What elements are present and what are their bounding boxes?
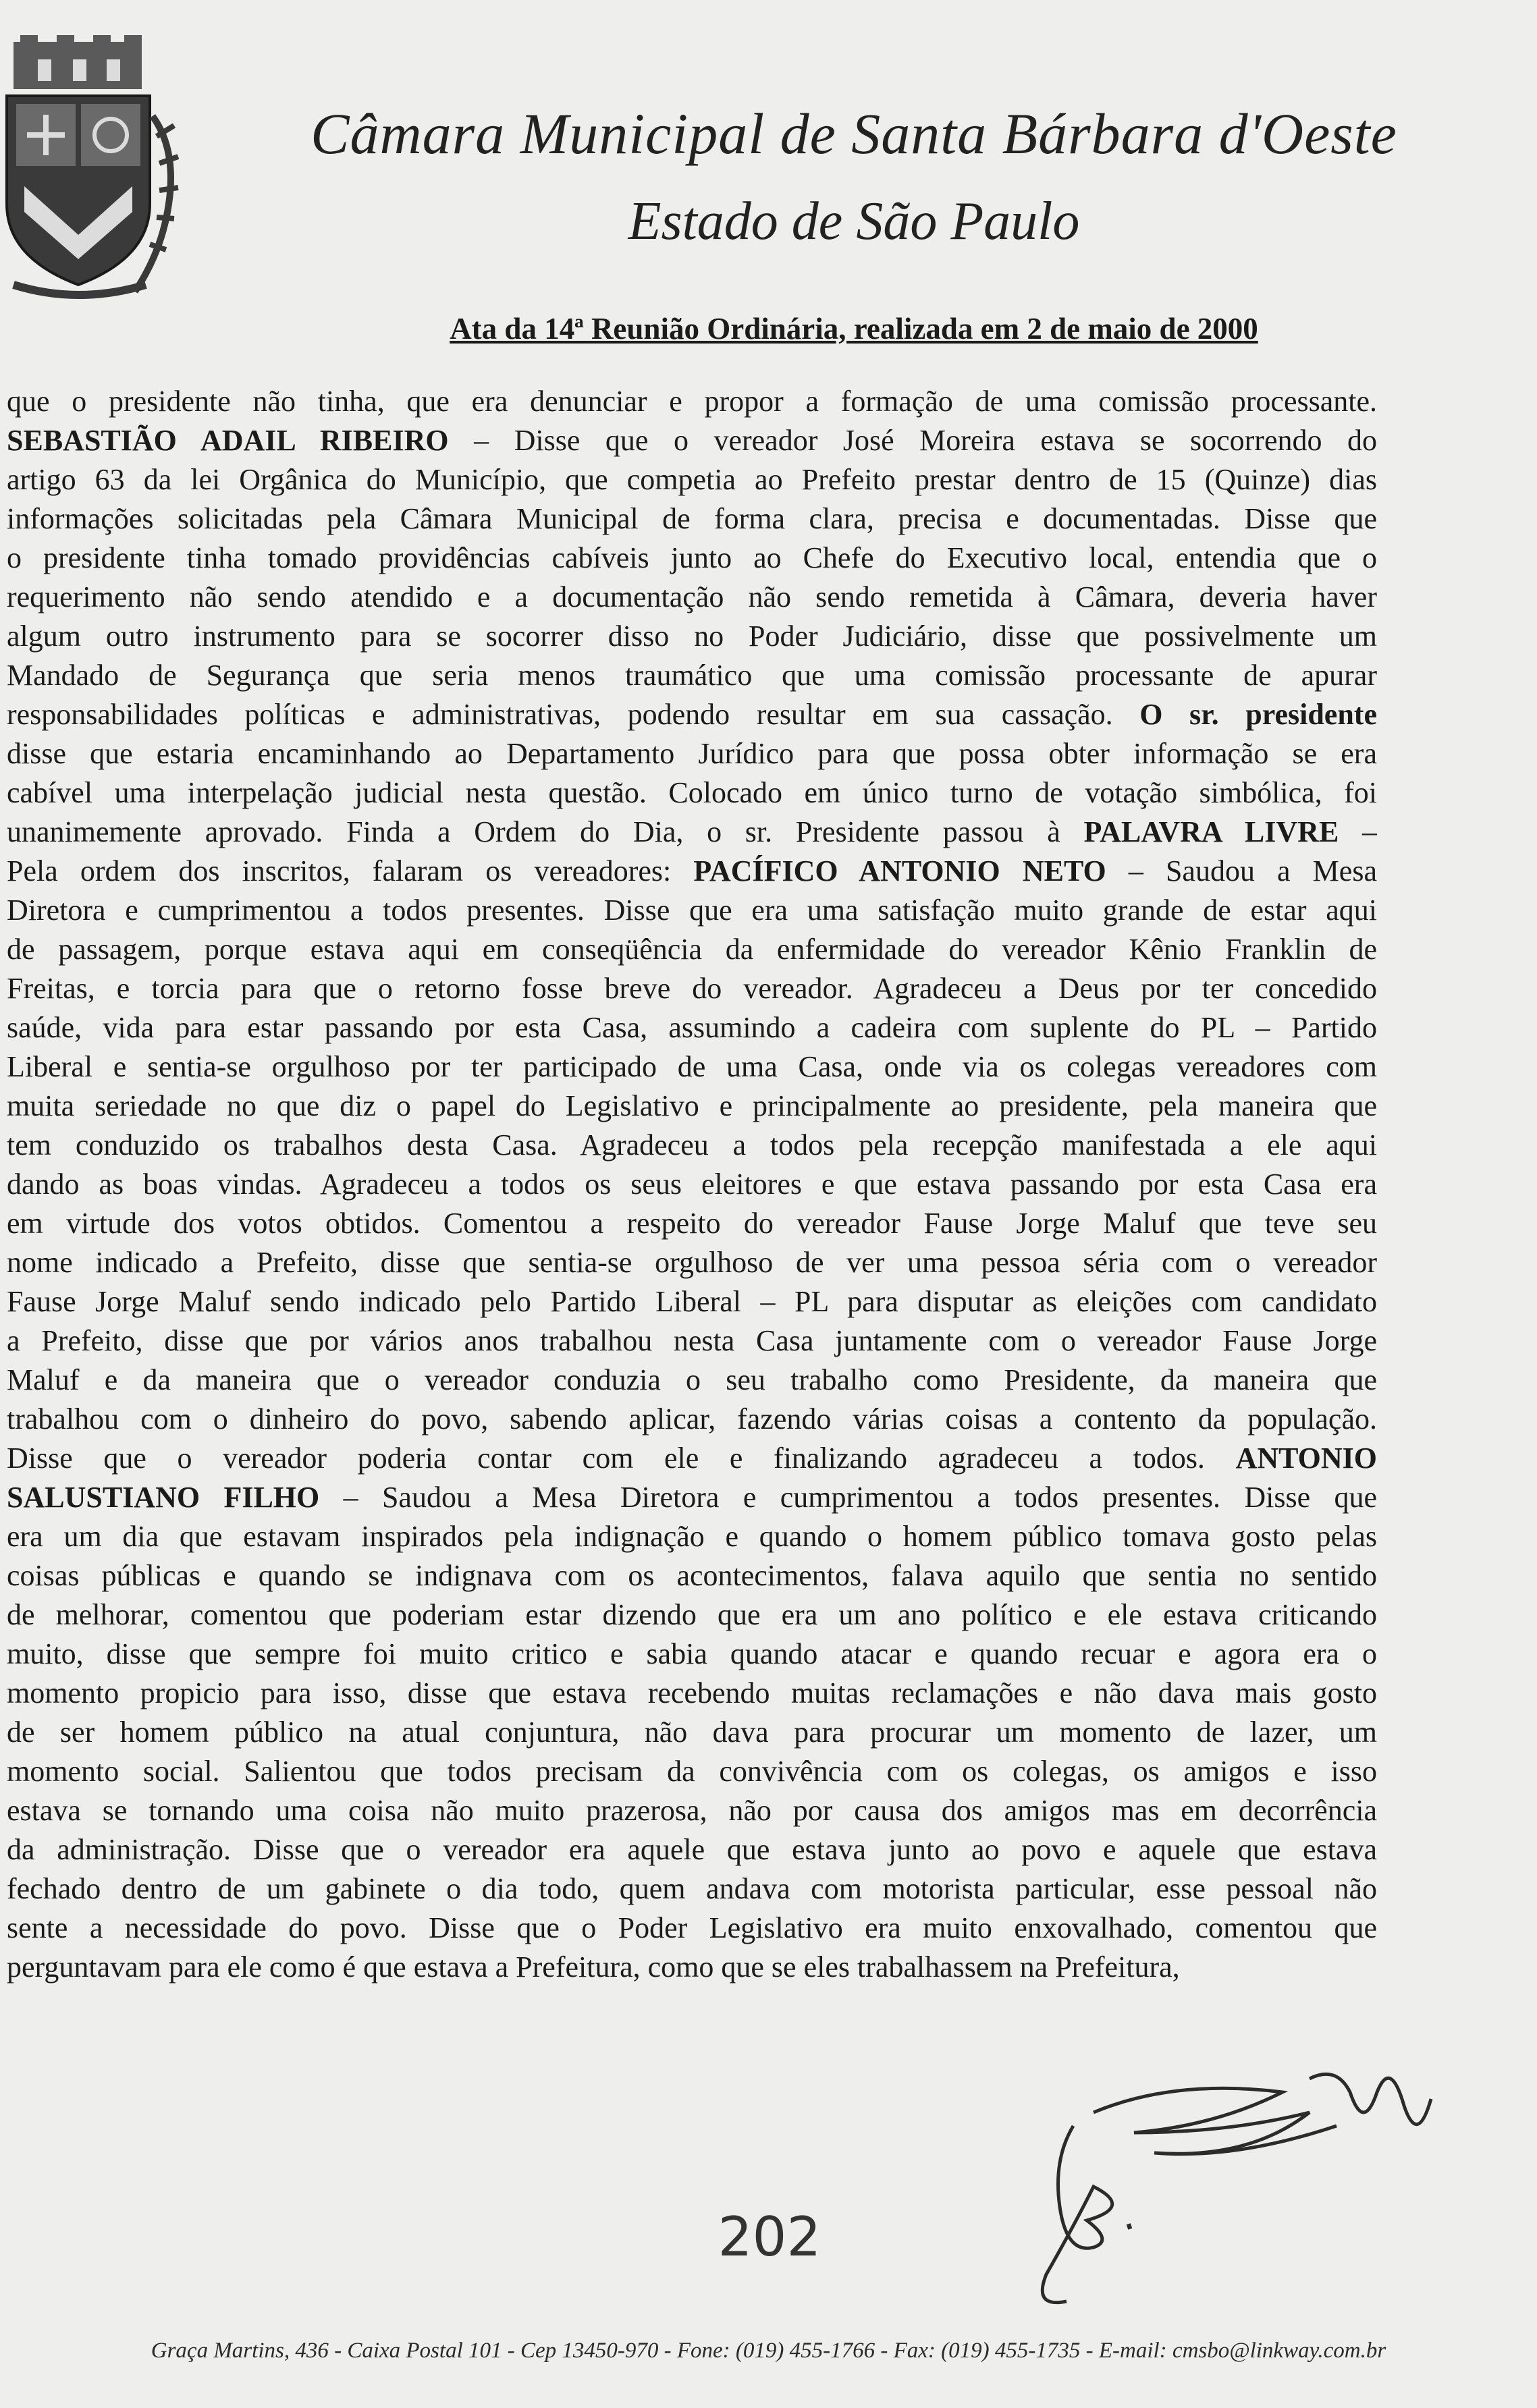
line-text: Maluf e da maneira que o vereador conduzia o seu trabalho como Presidente, da maneira que: [7, 1363, 1377, 1396]
text-line: [7, 1204, 1377, 1243]
line-text: perguntavam para ele como é que estava a Prefeitura, como que se eles trabalhassem na Prefeitura,: [7, 1950, 1180, 1983]
text-line: [7, 1909, 1377, 1948]
text-line: [7, 1674, 1377, 1713]
line-text: Pela ordem dos inscritos, falaram os vereadores:: [7, 854, 694, 887]
line-text: algum outro instrumento para se socorrer disso no Poder Judiciário, disse que possivelmente um: [7, 620, 1377, 653]
text-line: [7, 1400, 1377, 1439]
text-line: [7, 1517, 1377, 1556]
line-text: dando as boas vindas. Agradeceu a todos os seus eleitores e que estava passando por esta Casa era: [7, 1168, 1377, 1201]
text-line: [7, 969, 1377, 1008]
line-text: saúde, vida para estar passando por esta Casa, assumindo a cadeira com suplente do PL – Partido: [7, 1011, 1377, 1044]
line-text: Mandado de Segurança que seria menos traumático que uma comissão processante de apurar: [7, 659, 1377, 692]
text-line: [7, 1869, 1377, 1909]
text-line: [7, 1948, 1377, 1987]
text-line: [7, 1361, 1377, 1400]
text-line: [7, 1321, 1377, 1361]
line-text: responsabilidades políticas e administrativas, podendo resultar em sua cassação.: [7, 698, 1140, 731]
text-line: [7, 1713, 1377, 1752]
line-text: – Saudou a Mesa: [1106, 854, 1377, 887]
text-line: [7, 1635, 1377, 1674]
line-text: Fause Jorge Maluf sendo indicado pelo Partido Liberal – PL para disputar as eleições com candidato: [7, 1285, 1377, 1318]
text-line: [7, 1087, 1377, 1126]
letterhead-footer: Graça Martins, 436 - Caixa Postal 101 - Cep 13450-970 - Fone: (019) 455-1766 - Fax: (019) 455-1735 - E-mail: cmsbo@linkway.com.br: [151, 2338, 1386, 2363]
line-text: coisas públicas e quando se indignava com os acontecimentos, falava aquilo que sentia no sentido: [7, 1559, 1377, 1592]
institution-name: Câmara Municipal de Santa Bárbara d'Oeste: [311, 101, 1397, 166]
text-line: [7, 617, 1377, 656]
line-text: disse que estaria encaminhando ao Departamento Jurídico para que possa obter informação se era: [7, 737, 1377, 770]
line-text: unanimemente aprovado. Finda a Ordem do Dia, o sr. Presidente passou à: [7, 815, 1084, 848]
bold-speaker-name: O sr. presidente: [1139, 698, 1377, 731]
page-number: 202: [718, 2206, 821, 2268]
line-text: muita seriedade no que diz o papel do Legislativo e principalmente ao presidente, pela maneira que: [7, 1089, 1377, 1122]
text-line: [7, 1126, 1377, 1165]
line-text: fechado dentro de um gabinete o dia todo, quem andava com motorista particular, esse pessoal não: [7, 1872, 1377, 1905]
line-text: informações solicitadas pela Câmara Municipal de forma clara, precisa e documentadas. Disse que: [7, 502, 1377, 535]
line-text: momento propicio para isso, disse que estava recebendo muitas reclamações e não dava mais gosto: [7, 1676, 1377, 1709]
line-text: que o presidente não tinha, que era denunciar e propor a formação de uma comissão processante.: [7, 385, 1377, 418]
line-text: o presidente tinha tomado providências cabíveis junto ao Chefe do Executivo local, entendia que o: [7, 541, 1377, 574]
line-text: nome indicado a Prefeito, disse que sentia-se orgulhoso de ver uma pessoa séria com o vereador: [7, 1246, 1377, 1279]
bold-speaker-name: ANTONIO: [1235, 1442, 1377, 1475]
text-line: [7, 499, 1377, 539]
bold-speaker-name: SALUSTIANO FILHO: [7, 1481, 320, 1514]
text-line: [7, 891, 1377, 930]
text-line: [7, 1478, 1377, 1517]
line-text: trabalhou com o dinheiro do povo, sabendo aplicar, fazendo várias coisas a contento da população.: [7, 1402, 1377, 1435]
line-text: Liberal e sentia-se orgulhoso por ter participado de uma Casa, onde via os colegas vereadores com: [7, 1050, 1377, 1083]
bold-speaker-name: SEBASTIÃO ADAIL RIBEIRO: [7, 424, 449, 457]
text-line: [7, 1008, 1377, 1047]
bold-speaker-name: PACÍFICO ANTONIO NETO: [693, 854, 1106, 887]
text-line: [7, 382, 1377, 421]
text-line: [7, 852, 1377, 891]
text-line: [7, 1243, 1377, 1282]
municipal-coat-of-arms-icon: [0, 35, 182, 302]
line-text: Freitas, e torcia para que o retorno fosse breve do vereador. Agradeceu a Deus por ter concedido: [7, 972, 1377, 1005]
text-line: [7, 460, 1377, 499]
line-text: de melhorar, comentou que poderiam estar dizendo que era um ano político e ele estava criticando: [7, 1598, 1377, 1631]
text-line: [7, 1282, 1377, 1321]
line-text: – Disse que o vereador José Moreira estava se socorrendo do: [448, 424, 1377, 457]
text-line: [7, 734, 1377, 773]
text-line: [7, 1752, 1377, 1791]
text-line: [7, 1047, 1377, 1087]
text-line: [7, 1439, 1377, 1478]
text-line: [7, 695, 1377, 734]
line-text: momento social. Salientou que todos precisam da convivência com os colegas, os amigos e isso: [7, 1755, 1377, 1788]
text-line: [7, 930, 1377, 969]
line-text: de ser homem público na atual conjuntura, não dava para procurar um momento de lazer, um: [7, 1716, 1377, 1749]
text-line: [7, 578, 1377, 617]
line-text: em virtude dos votos obtidos. Comentou a respeito do vereador Fause Jorge Maluf que teve seu: [7, 1207, 1377, 1240]
text-line: [7, 1830, 1377, 1869]
text-line: [7, 1595, 1377, 1635]
line-text: sente a necessidade do povo. Disse que o Poder Legislativo era muito enxovalhado, comentou que: [7, 1911, 1377, 1944]
minutes-title: Ata da 14ª Reunião Ordinária, realizada em 2 de maio de 2000: [450, 312, 1258, 346]
handwritten-signatures: [932, 2052, 1485, 2308]
line-text: de passagem, porque estava aqui em conseqüência da enfermidade do vereador Kênio Franklin de: [7, 933, 1377, 966]
line-text: da administração. Disse que o vereador era aquele que estava junto ao povo e aquele que estava: [7, 1833, 1377, 1866]
line-text: – Saudou a Mesa Diretora e cumprimentou a todos presentes. Disse que: [319, 1481, 1377, 1514]
line-text: era um dia que estavam inspirados pela indignação e quando o homem público tomava gosto pelas: [7, 1520, 1377, 1553]
line-text: tem conduzido os trabalhos desta Casa. Agradeceu a todos pela recepção manifestada a ele aqui: [7, 1128, 1377, 1161]
state-name: Estado de São Paulo: [628, 192, 1080, 251]
line-text: estava se tornando uma coisa não muito prazerosa, não por causa dos amigos mas em decorrência: [7, 1794, 1377, 1827]
line-text: cabível uma interpelação judicial nesta questão. Colocado em único turno de votação simbólica, foi: [7, 776, 1377, 809]
bold-speaker-name: PALAVRA LIVRE: [1083, 815, 1339, 848]
text-line: [7, 656, 1377, 695]
text-line: [7, 1556, 1377, 1595]
line-text: a Prefeito, disse que por vários anos trabalhou nesta Casa juntamente com o vereador Fause Jorge: [7, 1324, 1377, 1357]
minutes-body: [7, 382, 1377, 1987]
line-text: requerimento não sendo atendido e a documentação não sendo remetida à Câmara, deveria haver: [7, 580, 1377, 613]
text-line: [7, 539, 1377, 578]
line-text: Diretora e cumprimentou a todos presentes. Disse que era uma satisfação muito grande de estar aqui: [7, 894, 1377, 927]
text-line: [7, 813, 1377, 852]
line-text: artigo 63 da lei Orgânica do Município, que competia ao Prefeito prestar dentro de 15 (Quinze) dias: [7, 463, 1377, 496]
line-text: muito, disse que sempre foi muito critico e sabia quando atacar e quando recuar e agora era o: [7, 1637, 1377, 1670]
text-line: [7, 1791, 1377, 1830]
text-line: [7, 773, 1377, 813]
text-line: [7, 421, 1377, 460]
text-line: [7, 1165, 1377, 1204]
line-text: Disse que o vereador poderia contar com ele e finalizando agradeceu a todos.: [7, 1442, 1236, 1475]
line-text: –: [1339, 815, 1377, 848]
